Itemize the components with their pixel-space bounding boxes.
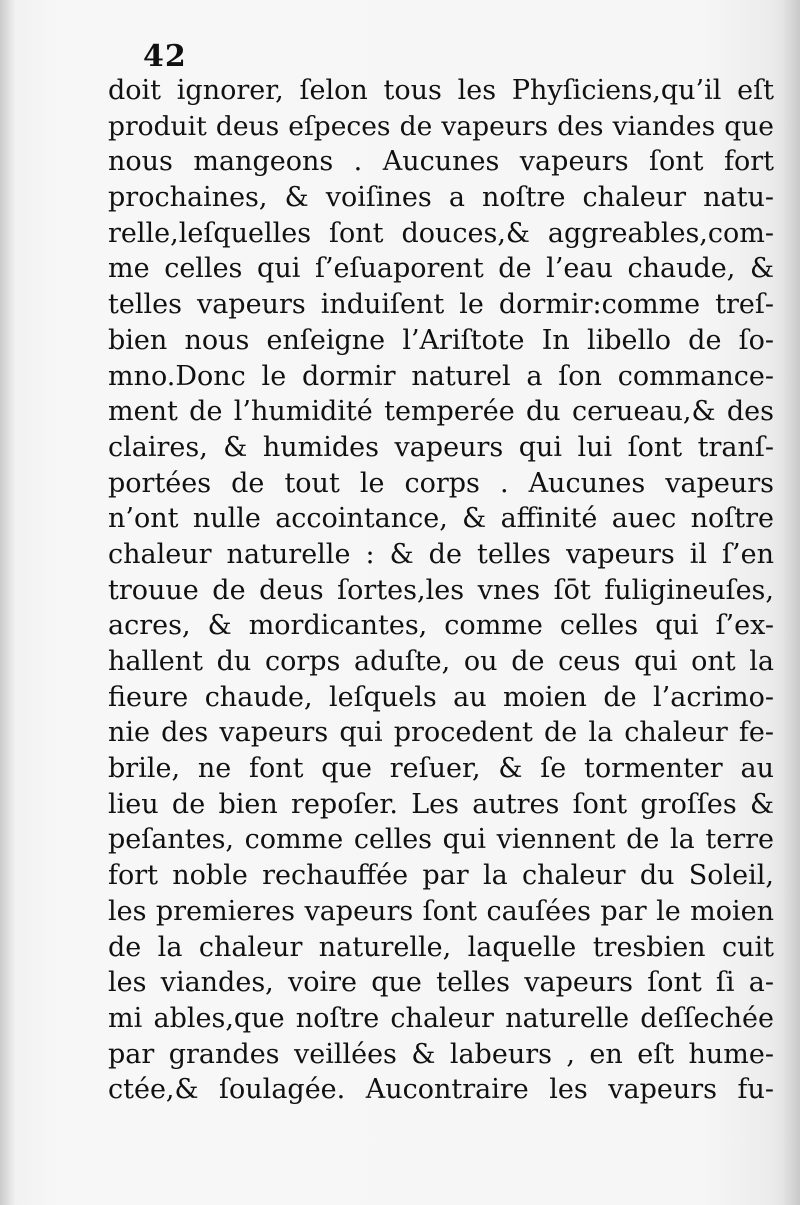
text-line: les viandes, voire que telles vapeurs ſont ſi a- (108, 967, 774, 999)
text-line: relle,leſquelles ſont douces,& aggreables,com- (108, 217, 774, 249)
page-number: 42 (143, 39, 187, 74)
text-line: par grandes veillées & labeurs , en eſt hume- (108, 1038, 774, 1070)
text-line: me celles qui ſ’eſuaporent de l’eau chaude, & (108, 253, 774, 285)
text-line: portées de tout le corps . Aucunes vapeurs (108, 467, 774, 499)
text-line: fieure chaude, leſquels au moien de l’acrimo- (108, 681, 774, 713)
text-line: mno.Donc le dormir naturel a ſon commance- (108, 360, 774, 392)
text-line: bien nous enſeigne l’Ariſtote In libello de ſo- (108, 324, 774, 356)
text-line: peſantes, comme celles qui viennent de la terre (108, 824, 774, 856)
text-line: les premieres vapeurs ſont cauſées par le moien (108, 895, 774, 927)
text-line: doit ignorer, ſelon tous les Phyſiciens,qu’il eſt (108, 75, 774, 106)
text-line: nie des vapeurs qui procedent de la chaleur fe- (108, 717, 774, 749)
text-line: brile, ne font que reſuer, & ſe tormenter au (108, 753, 774, 785)
text-line: lieu de bien repoſer. Les autres ſont groſſes & (108, 788, 774, 820)
text-line: nous mangeons . Aucunes vapeurs ſont fort (108, 146, 774, 178)
text-line: produit deus eſpeces de vapeurs des viandes que (108, 110, 774, 142)
text-line: acres, & mordicantes, comme celles qui ſ’ex- (108, 610, 774, 642)
text-line: chaleur naturelle : & de telles vapeurs il ſ’en (108, 538, 774, 570)
text-line: n’ont nulle accointance, & affinité auec noſtre (108, 503, 774, 535)
text-line: fort noble rechauffée par la chaleur du Soleil, (108, 860, 774, 892)
text-line: prochaines, & voiſines a noſtre chaleur natu- (108, 182, 774, 214)
text-line: claires, & humides vapeurs qui lui ſont tranſ- (108, 431, 774, 463)
page-gutter-shadow (0, 0, 16, 1205)
text-line: hallent du corps aduſte, ou de ceus qui ont la (108, 646, 774, 677)
text-line: trouue de deus ſortes,les vnes ſōt fuligineuſes, (108, 574, 774, 606)
text-line: mi ables,que noſtre chaleur naturelle deſſechée (108, 1002, 774, 1034)
text-line: ment de l’humidité temperée du cerueau,& des (108, 396, 774, 428)
text-line: de la chaleur naturelle, laquelle tresbien cuit (108, 931, 774, 963)
text-line: ctée,& ſoulagée. Aucontraire les vapeurs fu- (108, 1074, 774, 1106)
text-line: telles vapeurs induiſent le dormir:comme treſ- (108, 289, 774, 321)
body-text (108, 73, 774, 1108)
page-edge-shadow (782, 0, 800, 1205)
